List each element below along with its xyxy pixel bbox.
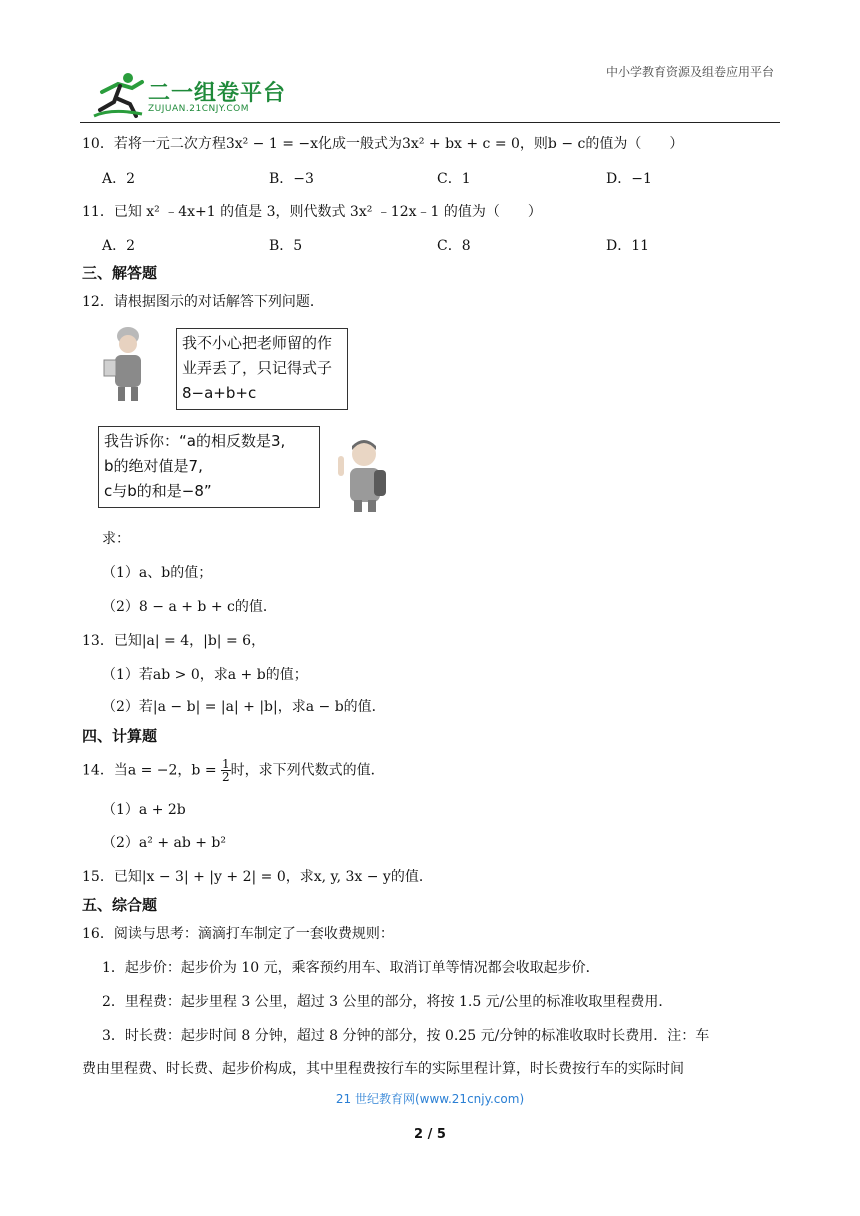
section-heading-comprehensive: 五、综合题 xyxy=(82,896,158,914)
q14-part-2: （2）a² + ab + b² xyxy=(102,835,227,851)
q16-stem: 16．阅读与思考：滴滴打车制定了一套收费规则： xyxy=(82,926,394,942)
q10-option-a: A．2 xyxy=(102,171,136,187)
q13-part-2: （2）若|a − b| = |a| + |b|，求a − b的值． xyxy=(102,699,386,715)
q11-option-d: D．11 xyxy=(606,238,650,254)
logo-subtext: ZUJUAN.21CNJY.COM xyxy=(148,104,250,114)
boy-speech-bubble xyxy=(98,426,320,508)
q11-option-a: A．2 xyxy=(102,238,136,254)
q10-option-b: B．−3 xyxy=(269,171,314,187)
page-number: 2 / 5 xyxy=(414,1127,446,1142)
q11-option-b: B．5 xyxy=(269,238,303,254)
q10-option-d: D．−1 xyxy=(606,171,652,187)
q14-stem-a: 14．当a = −2，b = xyxy=(82,762,222,779)
q12-ask: 求： xyxy=(102,531,130,547)
q15-stem: 15．已知|x − 3| + |y + 2| = 0，求x, y, 3x − y的值． xyxy=(82,869,433,885)
q16-rule-3: 3．时长费：起步时间 8 分钟，超过 8 分钟的部分，按 0.25 元/分钟的标准收取时长费用．注：车 xyxy=(102,1028,710,1044)
boy-speech-line-1: 我告诉你：“a的相反数是3, xyxy=(104,432,286,450)
girl-student-icon xyxy=(100,322,160,402)
q13-part-1: （1）若ab > 0，求a + b的值； xyxy=(102,667,308,683)
q10-option-c: C．1 xyxy=(437,171,471,187)
boy-speech-line-2: b的绝对值是7, xyxy=(104,457,203,475)
footer-site-link[interactable]: 21 世纪教育网(www.21cnjy.com) xyxy=(335,1092,525,1106)
q14-part-1: （1）a + 2b xyxy=(102,802,186,818)
q12-part-2: （2）8 − a + b + c的值． xyxy=(102,599,277,615)
logo-text: 二一组卷平台 xyxy=(148,81,287,106)
q14-stem xyxy=(82,758,385,783)
girl-speech-bubble: 我不小心把老师留的作业弄丢了，只记得式子8−a+b+c xyxy=(176,328,348,410)
header-divider xyxy=(80,122,780,123)
section-heading-calc: 四、计算题 xyxy=(82,727,158,745)
q14-frac-den: 2 xyxy=(222,770,230,784)
q12-stem: 12．请根据图示的对话解答下列问题． xyxy=(82,294,324,310)
q14-fraction xyxy=(221,758,231,783)
q16-rule-3-cont: 费由里程费、时长费、起步价构成，其中里程费按行车的实际里程计算，时长费按行车的实际时间 xyxy=(82,1061,684,1077)
q12-part-1: （1）a、b的值； xyxy=(102,565,213,581)
runner-logo-icon xyxy=(92,70,148,120)
site-logo[interactable] xyxy=(92,70,292,120)
q16-rule-2: 2．里程费：起步里程 3 公里，超过 3 公里的部分，将按 1.5 元/公里的标准收取里程费用． xyxy=(102,994,673,1010)
boy-speech-line-3: c与b的和是−8” xyxy=(104,482,212,500)
q11-option-c: C．8 xyxy=(437,238,471,254)
q10-stem: 10．若将一元二次方程3x² − 1 = −x化成一般式为3x² + bx + c = 0，则b − c的值为（ ） xyxy=(82,136,684,152)
q14-stem-b: 时，求下列代数式的值． xyxy=(230,762,385,779)
section-heading-answer: 三、解答题 xyxy=(82,264,158,282)
header-platform-text: 中小学教育资源及组卷应用平台 xyxy=(605,65,774,79)
boy-student-icon xyxy=(330,436,392,512)
q13-stem: 13．已知|a| = 4，|b| = 6， xyxy=(82,633,266,649)
q14-frac-num: 1 xyxy=(222,757,230,771)
q11-stem: 11．已知 x² ﹣4x+1 的值是 3，则代数式 3x² ﹣12x﹣1 的值为（ ） xyxy=(82,204,542,220)
q16-rule-1: 1．起步价：起步价为 10 元，乘客预约用车、取消订单等情况都会收取起步价． xyxy=(102,960,600,976)
